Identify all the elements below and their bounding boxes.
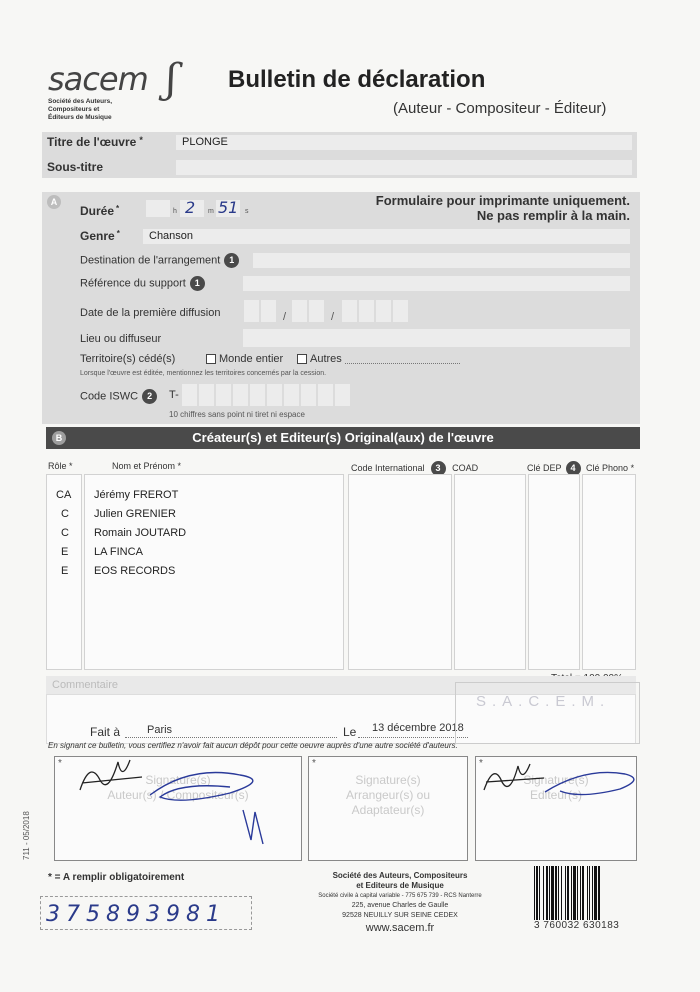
barcode-bar [587,866,588,920]
company-info: Société des Auteurs, Compositeurs et Editeurs de Musique Société civile à capital variable - 775 675 739 - RCS Nanterre 225, avenue Charles de Gaulle 92528 NEUILLY SUR SEINE CEDEX www.sacem.fr [318,871,482,934]
date-sep-2: / [331,311,335,323]
work-title-label: Titre de l'œuvre * [47,135,143,149]
date-value: 13 décembre 2018 [372,722,464,734]
territory-note: Lorsque l'œuvre est éditée, mentionnez les territoires concernés par la cession. [80,370,327,377]
col-role-header: Rôle * [48,461,73,471]
barcode-bar [534,866,535,920]
date-sep-1: / [283,311,287,323]
row-role: C [61,527,69,539]
work-title-field[interactable]: PLONGE [176,135,632,150]
row-name: Jérémy FREROT [94,489,179,501]
row-role: E [61,565,69,577]
barcode-bar [558,866,559,920]
barcode-bar [543,866,544,920]
section-b-header: Créateur(s) et Editeur(s) Original(aux) de l'œuvre [46,427,640,449]
handwritten-number: 375893981 [46,902,226,927]
barcode-bar [561,866,562,920]
barcode-bar [546,866,548,920]
barcode-bar [539,866,540,920]
destination-label: Destination de l'arrangement 1 [80,253,239,268]
barcode-bar [582,866,584,920]
signature-asterisk: * [312,758,316,769]
printer-notice: Formulaire pour imprimante uniquement. Ne pas remplir à la main. [375,193,630,223]
row-role: CA [56,489,72,501]
territory-other-option[interactable]: Autres [297,353,342,365]
duration-minutes-value: 2 [185,198,196,217]
info-badge-2: 2 [142,389,157,404]
barcode-bar [567,866,569,920]
territory-label: Territoire(s) cédé(s) [80,353,176,365]
page-title: Bulletin de déclaration [228,66,486,93]
venue-label: Lieu ou diffuseur [80,333,162,345]
section-a-marker: A [47,195,61,209]
signature-publishers-label: Signature(s) Editeur(s) [523,773,589,802]
iswc-prefix: T- [169,389,179,401]
barcode-bar [536,866,538,920]
signature-asterisk: * [479,758,483,769]
info-badge-3: 3 [431,461,446,476]
sacem-stamp: S.A.C.E.M. [455,682,640,744]
logo-subtitle: Société des Auteurs, Compositeurs et Éditeurs de Musique [48,98,113,121]
duration-h-unit: h [173,208,177,215]
barcode-bar [573,866,576,920]
row-name: Romain JOUTARD [94,527,187,539]
territory-world-option[interactable]: Monde entier [206,353,283,365]
duration-m-unit: m [208,208,214,215]
date-label: Le [343,725,357,739]
row-name: Julien GRENIER [94,508,176,520]
barcode-bar [565,866,566,920]
place-value: Paris [147,724,173,736]
genre-field[interactable]: Chanson [143,229,630,244]
certification-text: En signant ce bulletin, vous certifiez n'avoir fait aucun dépôt pour cette oeuvre auprès d'une autre société d'auteurs. [48,741,458,750]
first-broadcast-label: Date de la première diffusion [80,307,221,319]
support-label: Référence du support 1 [80,276,205,291]
barcode-bar [571,866,572,920]
barcode [534,866,638,920]
duration-s-unit: s [245,208,249,215]
signature-arrangers-label: Signature(s) Arrangeur(s) ou Adaptateur(s) [345,773,431,817]
barcode-bar [551,866,554,920]
signature-authors-label: Signature(s) Auteur(s) / Compositeur(s) [107,773,249,802]
barcode-bar [549,866,550,920]
iswc-label: Code ISWC 2 [80,389,157,404]
info-badge-1b: 1 [190,276,205,291]
form-code: 711 - 05/2018 [22,811,31,860]
barcode-bar [577,866,578,920]
info-badge-4: 4 [566,461,581,476]
col-intl-header: Code International 3 COAD [351,461,478,476]
barcode-bar [589,866,590,920]
barcode-bar [594,866,597,920]
col-dep-header: Clé DEP 4 Clé Phono * [527,461,634,476]
logo-clef-glyph: ʃ [166,56,177,102]
work-subtitle-label: Sous-titre [47,160,104,174]
barcode-bars [534,866,600,920]
barcode-bar [592,866,593,920]
iswc-note: 10 chiffres sans point ni tiret ni espace [169,410,305,419]
barcode-number: 3 760032 630183 [534,920,620,931]
page-subtitle: (Auteur - Compositeur - Éditeur) [393,100,607,117]
row-name: EOS RECORDS [94,565,176,577]
duration-label: Durée * [80,204,120,218]
genre-label: Genre * [80,229,120,243]
comment-label: Commentaire [52,679,119,691]
logo-text: sacem [48,60,148,98]
barcode-bar [580,866,581,920]
row-role: E [61,546,69,558]
barcode-bar [598,866,600,920]
duration-seconds-value: 51 [218,198,239,217]
col-name-header: Nom et Prénom * [112,461,182,471]
signature-asterisk: * [58,758,62,769]
section-b-marker: B [52,431,66,445]
place-label: Fait à [90,725,121,739]
barcode-bar [555,866,557,920]
required-note: * = A remplir obligatoirement [48,872,185,883]
row-name: LA FINCA [94,546,143,558]
row-role: C [61,508,69,520]
info-badge-1: 1 [224,253,239,268]
